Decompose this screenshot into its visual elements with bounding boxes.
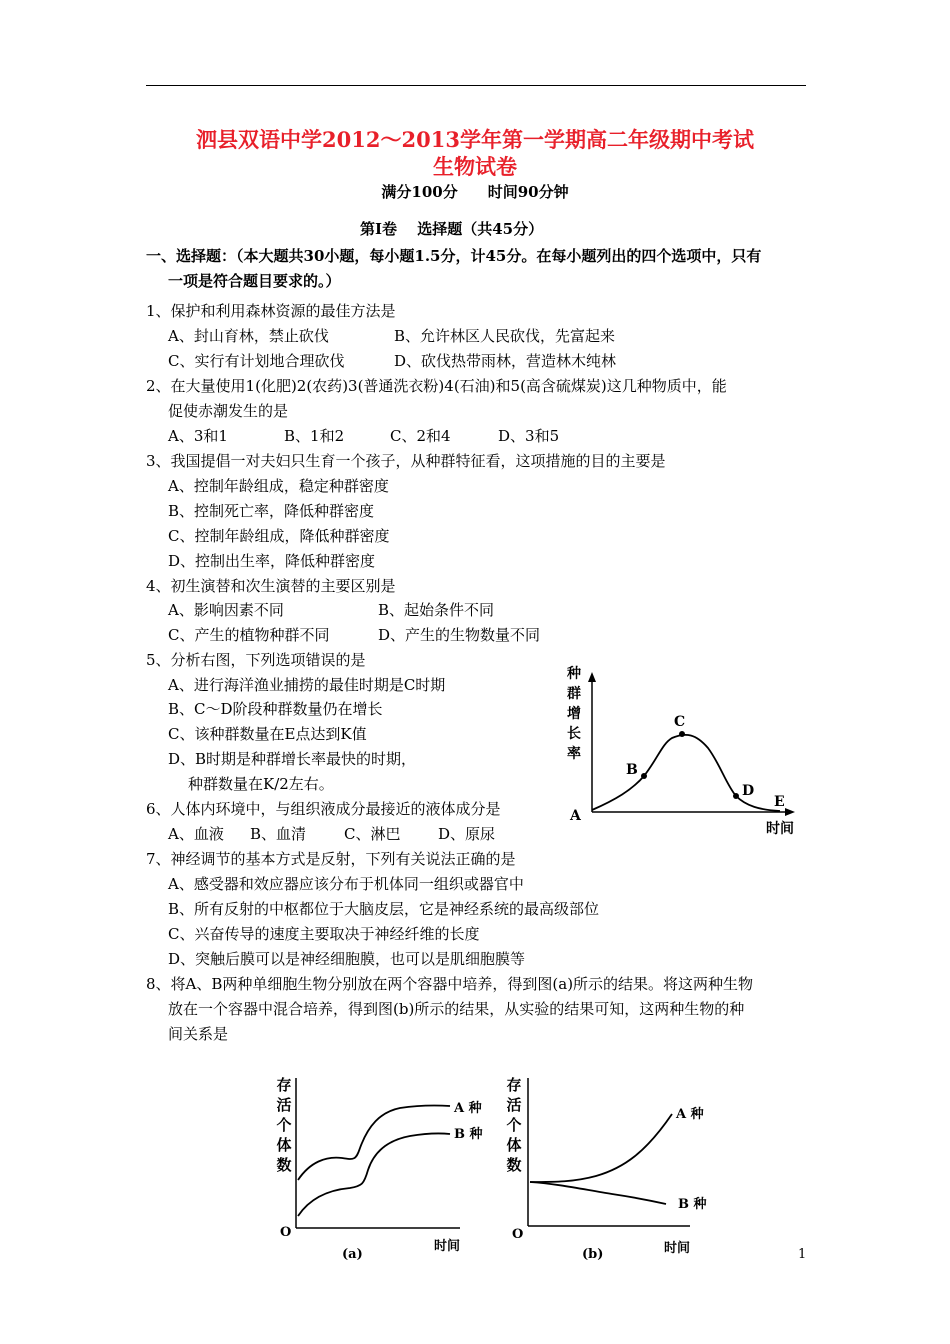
y-label-char: 数: [276, 1156, 292, 1174]
q4-option-a: A、影响因素不同: [168, 601, 284, 619]
series-b-label: B 种: [454, 1127, 483, 1142]
q2-stem-1: 2、在大量使用1(化肥)2(农药)3(普通洗衣粉)4(石油)和5(高含硫煤炭)这几种物质中，能: [146, 377, 727, 395]
q7-option-c: C、兴奋传导的速度主要取决于神经纤维的长度: [168, 925, 480, 943]
q6-stem: 6、人体内环境中，与组织液成分最接近的液体成分是: [146, 800, 501, 818]
header-rule: [146, 85, 806, 86]
q5-option-d-line-2: 种群数量在K/2左右。: [188, 775, 334, 793]
q1-stem: 1、保护和利用森林资源的最佳方法是: [146, 302, 396, 320]
point-e-label: E: [774, 794, 785, 810]
y-label-char: 群: [567, 686, 581, 702]
q5-option-d-line-1: D、B时期是种群增长率最快的时期，: [168, 750, 417, 768]
series-a-label: A 种: [454, 1101, 482, 1116]
exam-meta: 满分100分 时间90分钟: [381, 183, 569, 201]
q8-stem-2: 放在一个容器中混合培养，得到图(b)所示的结果，从实验的结果可知，这两种生物的种: [168, 1000, 745, 1018]
x-axis-arrow-icon: [785, 808, 795, 816]
y-label-char: 数: [506, 1156, 522, 1174]
y-label-char: 存: [506, 1076, 522, 1094]
series-b-curve: [298, 1133, 450, 1216]
instruction-line-2: 一项是符合题目要求的。）: [168, 272, 341, 290]
point-d-label: D: [742, 783, 755, 799]
y-label-char: 个: [276, 1116, 292, 1134]
origin-label: O: [280, 1225, 292, 1240]
y-label-char: 个: [506, 1116, 522, 1134]
y-label-char: 活: [276, 1096, 292, 1114]
exam-title: 泗县双语中学2012～2013学年第一学期高二年级期中考试: [196, 127, 754, 152]
q3-option-d: D、控制出生率，降低种群密度: [168, 552, 376, 570]
q4-option-c: C、产生的植物种群不同: [168, 626, 330, 644]
q7-option-b: B、所有反射的中枢都位于大脑皮层，它是神经系统的最高级部位: [168, 900, 600, 918]
q4-option-b: B、起始条件不同: [378, 601, 495, 619]
x-axis-label: 时间: [664, 1241, 691, 1256]
point-c-marker: [679, 731, 685, 737]
caption-a: (a): [342, 1247, 363, 1262]
q1-option-d: D、砍伐热带雨林，营造林木纯林: [394, 352, 617, 370]
y-label-char: 长: [567, 726, 581, 742]
q5-option-a: A、进行海洋渔业捕捞的最佳时期是C时期: [168, 676, 446, 694]
q6-option-b: B、血清: [250, 825, 307, 843]
y-label-char: 增: [567, 706, 581, 722]
exam-subtitle: 生物试卷: [433, 154, 517, 179]
y-axis-arrow-icon: [588, 672, 596, 682]
point-d-marker: [733, 793, 739, 799]
q8-stem-1: 8、将A、B两种单细胞生物分别放在两个容器中培养，得到图(a)所示的结果。将这两种生物: [146, 975, 754, 993]
y-label-char: 存: [276, 1076, 292, 1094]
series-a-label: A 种: [676, 1107, 704, 1122]
series-b-label: B 种: [678, 1197, 707, 1212]
q2-option-a: A、3和1: [168, 427, 228, 445]
q2-option-b: B、1和2: [284, 427, 345, 445]
q1-option-a: A、封山育林，禁止砍伐: [168, 327, 329, 345]
origin-label: O: [512, 1227, 524, 1242]
series-a-curve: [298, 1105, 450, 1180]
section-heading: 第Ⅰ卷 选择题（共45分）: [360, 220, 544, 238]
x-axis-label: 时间: [434, 1239, 461, 1254]
q6-option-c: C、淋巴: [344, 825, 401, 843]
figure-b: [500, 1068, 720, 1264]
q3-option-a: A、控制年龄组成，稳定种群密度: [168, 477, 389, 495]
q6-option-d: D、原尿: [438, 825, 496, 843]
point-a-label: A: [570, 808, 581, 824]
x-axis-label: 时间: [766, 821, 794, 837]
q8-stem-3: 间关系是: [168, 1025, 229, 1043]
instruction-line-1: 一、选择题：（本大题共30小题，每小题1.5分，计45分。在每小题列出的四个选项中，只有: [146, 247, 762, 265]
point-b-label: B: [626, 762, 638, 778]
q5-option-c: C、该种群数量在E点达到K值: [168, 725, 367, 743]
q5-option-b: B、C～D阶段种群数量仍在增长: [168, 700, 383, 718]
growth-curve: [592, 735, 780, 811]
figure-a: [270, 1068, 490, 1264]
q7-option-a: A、感受器和效应器应该分布于机体同一组织或器官中: [168, 875, 524, 893]
q3-option-b: B、控制死亡率，降低种群密度: [168, 502, 375, 520]
y-label-char: 体: [276, 1136, 292, 1154]
q6-option-a: A、血液: [168, 825, 224, 843]
q3-option-c: C、控制年龄组成，降低种群密度: [168, 527, 390, 545]
y-label-char: 种: [567, 666, 581, 682]
q1-option-b: B、允许林区人民砍伐，先富起来: [394, 327, 616, 345]
q7-stem: 7、神经调节的基本方式是反射，下列有关说法正确的是: [146, 850, 516, 868]
q7-option-d: D、突触后膜可以是神经细胞膜，也可以是肌细胞膜等: [168, 950, 526, 968]
q2-option-c: C、2和4: [390, 427, 451, 445]
y-label-char: 体: [506, 1136, 522, 1154]
q4-stem: 4、初生演替和次生演替的主要区别是: [146, 577, 396, 595]
y-label-char: 率: [567, 746, 581, 762]
point-c-label: C: [674, 714, 686, 730]
q2-option-d: D、3和5: [498, 427, 560, 445]
series-b-curve: [530, 1182, 666, 1204]
q5-stem: 5、分析右图，下列选项错误的是: [146, 651, 366, 669]
q3-stem: 3、我国提倡一对夫妇只生育一个孩子，从种群特征看，这项措施的目的主要是: [146, 452, 666, 470]
q1-option-c: C、实行有计划地合理砍伐: [168, 352, 345, 370]
caption-b: (b): [582, 1247, 604, 1262]
q2-stem-2: 促使赤潮发生的是: [168, 402, 289, 420]
series-a-curve: [530, 1114, 672, 1182]
point-b-marker: [641, 773, 647, 779]
y-label-char: 活: [506, 1096, 522, 1114]
growth-rate-figure: [560, 658, 810, 840]
page-number: 1: [798, 1247, 807, 1262]
q4-option-d: D、产生的生物数量不同: [378, 626, 541, 644]
